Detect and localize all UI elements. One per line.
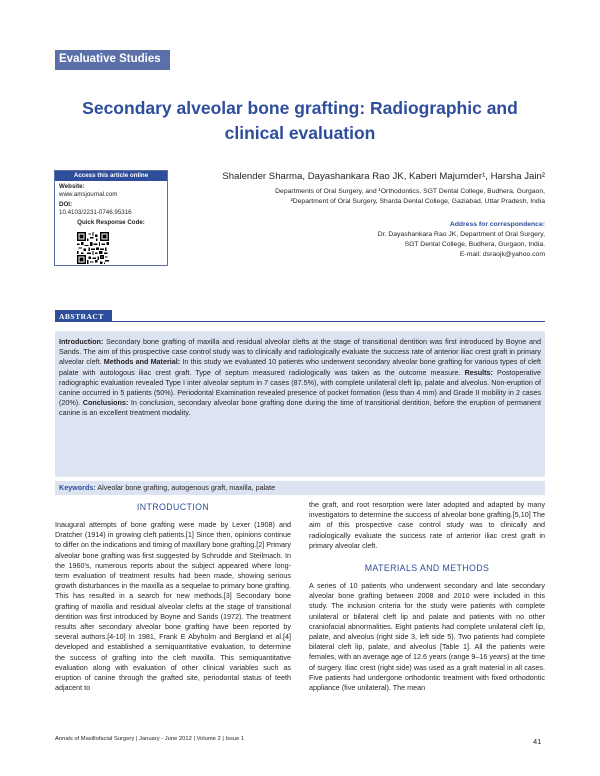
affiliation-2: ²Department of Oral Surgery, Sharda Dental College, Gaziabad, Uttar Pradesh, India: [290, 198, 545, 205]
abstract-methods: In this study we evaluated 10 patients who underwent secondary alveolar bone grafting for various types of cleft palate with autologous iliac crest graft. Type of septum measured radiologically was taken as the outcome measure.: [59, 357, 541, 377]
article-title: [55, 96, 545, 146]
correspondence-line-1: Dr. Dayashankara Rao JK, Department of Oral Surgery,: [377, 231, 545, 238]
methods-text: A series of 10 patients who underwent secondary and late secondary alveolar bone grafting between 2008 and 2010 were included in this study. The inclusion criteria for the study were patients with complete unilateral or bilateral cleft lip and palate and patients with no other craniofacial abnormalities. Eight patients had complete unilateral cleft lip, palate, and alveolus (right side 3, left side 5). Two patients had complete bilateral cleft lip, palate, and alveolus [Table 1]. All the patients were females, with an average age of 12.6 years (range 9–16 years) at the time of surgery. Iliac crest (right side) was used as a graft material in all cases. Five patients had undergone orthodontic treatment with fixed orthodontic appliance (five unilateral). The mean: [309, 581, 545, 693]
right-column: [309, 500, 545, 693]
keywords-label: Keywords:: [59, 483, 96, 492]
methods-heading: MATERIALS AND METHODS: [364, 563, 490, 574]
abstract-box: [55, 331, 545, 477]
correspondence-block: [290, 220, 545, 260]
title-line-2: clinical evaluation: [224, 123, 376, 143]
correspondence-email[interactable]: E-mail: dsraojk@yahoo.com: [459, 251, 545, 258]
abstract-results: Postoperative radiographic evaluation revealed Type I inter alveolar septum in 7 cases (87.5%), with complete unilateral cleft lip, palate and alveolus. Non-eruption of canine occurred in 5 patients (50%). Periodontal Examination revealed presence of pocket formation (less than 4 mm) and Grade II mobility in 2 cases (20%).: [59, 367, 541, 408]
doi-label: DOI:: [59, 201, 73, 208]
website-link[interactable]: www.amsjournal.com: [59, 191, 118, 198]
abstract-intro: Secondary bone grafting of maxilla and residual alveolar clefts at the stage of transitional dentition was first introduced by Boyne and Sands. The aim of this prospective case control study was to clinically and radiologically evaluate the success rate of anterior iliac crest graft in primary alveolar cleft.: [59, 337, 541, 367]
abstract-results-label: Results:: [464, 367, 493, 377]
affiliation-1: Departments of Oral Surgery, and ¹Orthodontics, SGT Dental College, Budhera, Gurgaon,: [275, 188, 545, 195]
access-heading: Access this article online: [55, 171, 167, 181]
introduction-text: Inaugural attempts of bone grafting were made by Lexer (1908) and Dratcher (1914) in growing cleft patients.[1] Since then, opinions continue to differ on the indications and timing of maxillary bone grafting.[2] Primary alveolar bone grafting was first suggested by Schrudde and Steilmach. In the 1960's, numerous reports about the subject appeared where long-term evaluation of treatment results had been made, showing serious growth disturbances in the maxilla as a sequelae to primary bone grafting. This has resulted in a search for new methods.[3] Secondary bone grafting of maxilla and residual alveolar clefts at the stage of transitional dentition was first introduced by Boyne and Sands (1972). The treatment results after secondary alveolar bone grafting have been reported by several authors.[4-10] In 1981, Frank E Abyholm and Bergland et al.[4] developed and established a semiquantitative evaluation, to determine the success of grafting into the cleft maxilla. This semiquantitative evaluation along with evaluation of other clinical variables such as eruption of canine through the grafted site, periodontal status of teeth adjacent to: [55, 520, 291, 693]
abstract-intro-label: Introduction:: [59, 337, 104, 346]
title-line-1: Secondary alveolar bone grafting: Radiographic and: [82, 98, 518, 118]
abstract-conclusions: In conclusion, secondary alveolar bone grafting done during the time of transitional dentition, before the eruption of permanent canine is an excellent treatment modality.: [59, 398, 541, 418]
access-online-box: [54, 170, 168, 266]
keywords-text: Alveolar bone grafting, autogenous graft, maxilla, palate: [95, 483, 276, 492]
correspondence-line-2: SGT Dental College, Budhera, Gurgaon, India.: [404, 241, 545, 248]
page-number: 41: [533, 737, 542, 746]
abstract-methods-label: Methods and Material:: [103, 357, 181, 367]
doi-link[interactable]: 10.4103/2231-0746.95316: [59, 209, 132, 216]
correspondence-heading: Address for correspondence:: [449, 221, 545, 228]
abstract-divider: [55, 321, 545, 322]
introduction-heading: INTRODUCTION: [136, 502, 210, 512]
authors: Shalender Sharma, Dayashankara Rao JK, Kaberi Majumder¹, Harsha Jain²: [222, 171, 545, 182]
section-tab: Evaluative Studies: [55, 50, 170, 70]
qr-code-icon[interactable]: [77, 232, 109, 264]
keywords-box: [55, 481, 545, 495]
abstract-conclusions-label: Conclusions:: [82, 398, 129, 408]
affiliations: [180, 187, 545, 207]
left-column: [55, 500, 291, 693]
website-label: Website:: [59, 183, 85, 190]
qr-label: Quick Response Code:: [77, 219, 145, 226]
journal-footer: Annals of Maxillofacial Surgery | January - June 2012 | Volume 2 | Issue 1: [55, 736, 245, 742]
abstract-label: ABSTRACT: [56, 311, 111, 322]
introduction-continued-text: the graft, and root resorption were later adopted and adapted by many investigators to determine the success of alveolar bone grafting.[5,10] The aim of this prospective case control study was to clinically and radiologically evaluate the success rate of anterior iliac crest graft in primary alveolar cleft.: [309, 500, 545, 550]
